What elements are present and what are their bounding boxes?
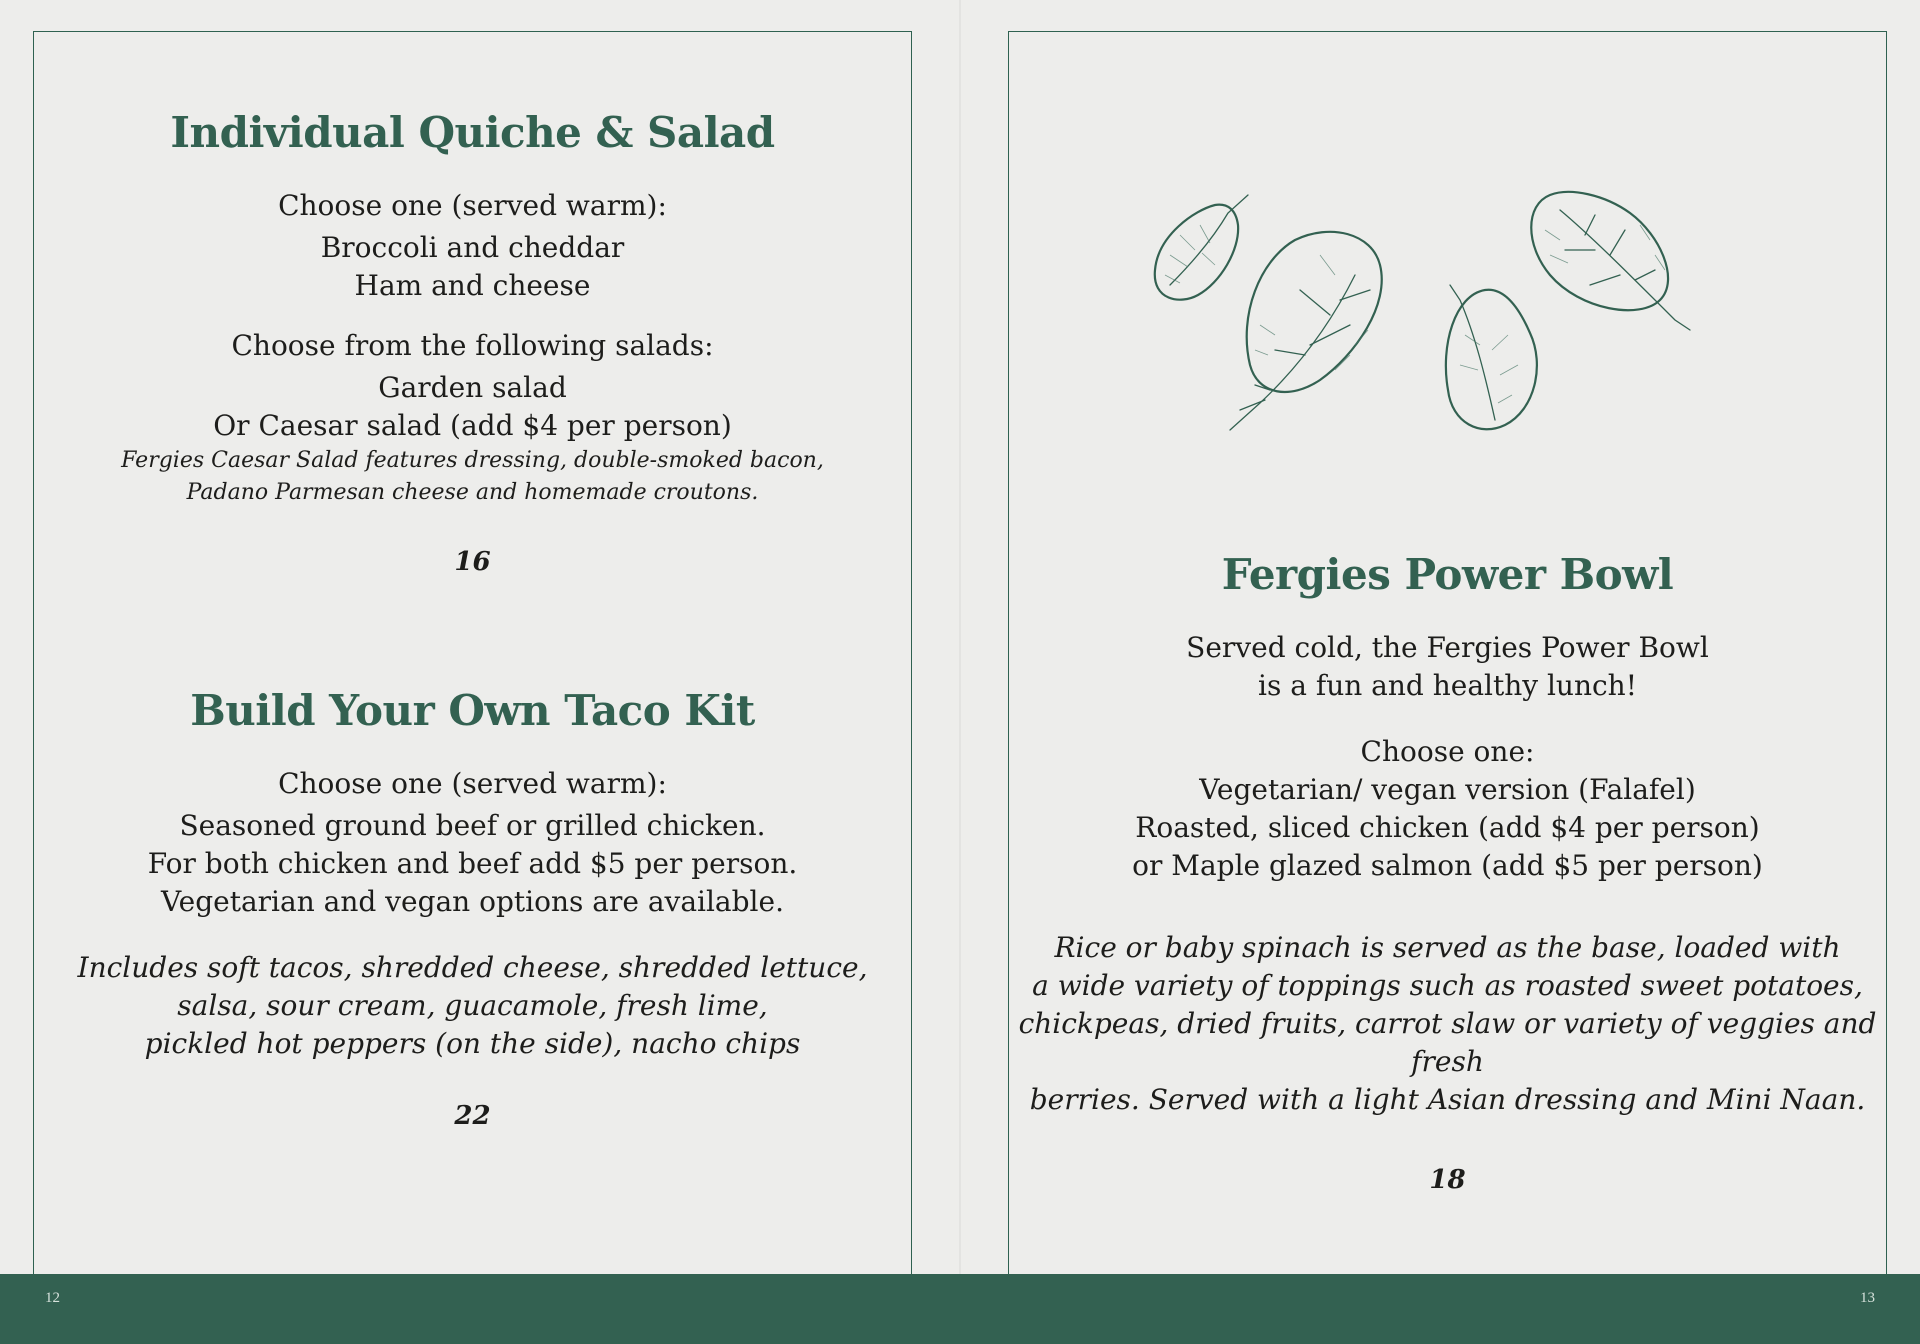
taco-title: Build Your Own Taco Kit bbox=[190, 686, 755, 735]
power-bowl-choose-one: Choose one: bbox=[1360, 735, 1535, 768]
salads-heading: Choose from the following salads: bbox=[231, 329, 714, 362]
quiche-option: Broccoli and cheddar bbox=[320, 231, 625, 264]
power-bowl-price: 18 bbox=[1429, 1165, 1466, 1195]
taco-includes: Includes soft tacos, shredded cheese, shredded lettuce, bbox=[77, 951, 868, 984]
taco-option: For both chicken and beef add $5 per person. bbox=[147, 847, 798, 880]
power-bowl-option: or Maple glazed salmon (add $5 per person) bbox=[1132, 849, 1763, 882]
power-bowl-description: berries. Served with a light Asian dressing and Mini Naan. bbox=[1029, 1083, 1866, 1116]
power-bowl-description: Rice or baby spinach is served as the base, loaded with bbox=[1054, 931, 1841, 964]
quiche-option: Ham and cheese bbox=[354, 269, 591, 302]
taco-option: Vegetarian and vegan options are available. bbox=[161, 885, 784, 918]
taco-option: Seasoned ground beef or grilled chicken. bbox=[179, 809, 766, 842]
salad-option: Garden salad bbox=[378, 371, 567, 404]
power-bowl-title: Fergies Power Bowl bbox=[1221, 550, 1674, 599]
quiche-section bbox=[33, 108, 912, 577]
quiche-choose-one: Choose one (served warm): bbox=[278, 189, 667, 222]
taco-choose-one: Choose one (served warm): bbox=[278, 767, 667, 800]
quiche-title: Individual Quiche & Salad bbox=[170, 108, 775, 157]
quiche-price: 16 bbox=[454, 547, 491, 577]
taco-section bbox=[33, 686, 912, 1131]
power-bowl-option: Roasted, sliced chicken (add $4 per person) bbox=[1135, 811, 1760, 844]
spinach-leaf-icon bbox=[1155, 195, 1248, 300]
power-bowl-description: chickpeas, dried fruits, carrot slaw or variety of veggies and fresh bbox=[1018, 1007, 1877, 1078]
power-bowl-intro: Served cold, the Fergies Power Bowl bbox=[1186, 631, 1709, 664]
salad-option: Or Caesar salad (add $4 per person) bbox=[213, 409, 732, 442]
taco-includes: pickled hot peppers (on the side), nacho chips bbox=[144, 1027, 801, 1060]
spinach-leaf-icon bbox=[1446, 285, 1537, 429]
power-bowl-section bbox=[1008, 550, 1887, 1195]
power-bowl-intro: is a fun and healthy lunch! bbox=[1258, 669, 1637, 702]
spinach-leaves-illustration bbox=[1140, 175, 1740, 455]
spinach-leaf-icon bbox=[1230, 232, 1382, 430]
footer-bar bbox=[0, 1274, 1920, 1344]
power-bowl-description: a wide variety of toppings such as roasted sweet potatoes, bbox=[1032, 969, 1863, 1002]
page-number-right: 13 bbox=[1860, 1290, 1875, 1306]
spinach-leaf-icon bbox=[1531, 192, 1690, 330]
taco-includes: salsa, sour cream, guacamole, fresh lime, bbox=[177, 989, 768, 1022]
page-number-left: 12 bbox=[45, 1290, 60, 1306]
caesar-note: Padano Parmesan cheese and homemade croutons. bbox=[186, 480, 759, 505]
caesar-note: Fergies Caesar Salad features dressing, double-smoked bacon, bbox=[121, 448, 824, 473]
taco-price: 22 bbox=[454, 1101, 491, 1131]
spinach-leaves-icon bbox=[1140, 175, 1740, 455]
power-bowl-option: Vegetarian/ vegan version (Falafel) bbox=[1199, 773, 1696, 806]
page-gutter bbox=[959, 0, 961, 1274]
